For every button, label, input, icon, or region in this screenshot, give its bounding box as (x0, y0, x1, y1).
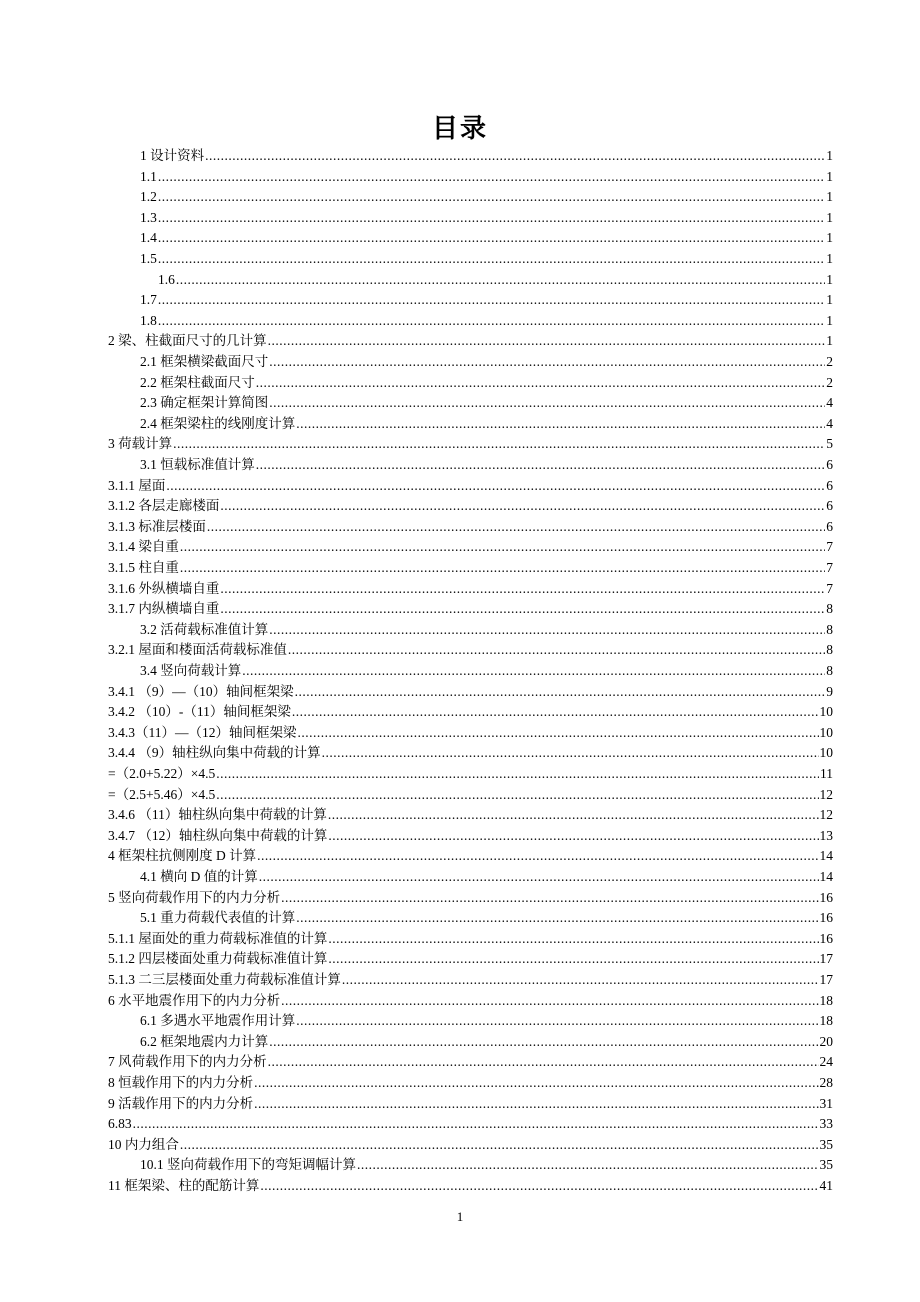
toc-entry[interactable] (108, 537, 833, 557)
toc-dot-leader (260, 1176, 818, 1196)
toc-entry-label: 6 水平地震作用下的内力分析 (108, 992, 281, 1008)
toc-entry-label: 6.2 框架地震内力计算 (140, 1033, 269, 1049)
toc-entry-label: 1.3 (140, 209, 157, 225)
toc-entry-label: 3 荷载计算 (108, 436, 173, 452)
toc-entry-label: 5.1 重力荷载代表值的计算 (140, 910, 296, 926)
toc-entry-label: 3.1.5 柱自重 (108, 560, 179, 575)
page-number: 1 (456, 1209, 464, 1224)
toc-dot-leader (281, 888, 818, 908)
toc-entry-page: 1 (826, 148, 833, 163)
toc-entry-page: 6 (826, 457, 833, 472)
toc-entry[interactable] (108, 1135, 833, 1155)
toc-dot-leader (256, 373, 826, 393)
toc-entry[interactable] (140, 373, 833, 393)
toc-entry-label: 2.1 框架横梁截面尺寸 (140, 354, 269, 369)
toc-dot-leader (256, 455, 826, 475)
toc-entry-page: 6 (826, 477, 833, 493)
toc-dot-leader (158, 228, 825, 248)
toc-entry-label: 3.1.2 各层走廊楼面 (108, 498, 220, 514)
toc-dot-leader (180, 558, 825, 578)
toc-entry-label: 2.3 确定框架计算简图 (140, 395, 269, 411)
toc-dot-leader (158, 290, 825, 310)
toc-entry[interactable] (108, 723, 833, 743)
toc-entry-page: 12 (819, 807, 833, 823)
toc-entry-label: 10.1 竖向荷载作用下的弯矩调幅计算 (140, 1157, 356, 1173)
toc-dot-leader (254, 1073, 818, 1093)
toc-dot-leader (180, 1135, 819, 1155)
toc-entry[interactable] (108, 702, 833, 722)
toc-entry[interactable] (140, 352, 833, 372)
toc-dot-leader (158, 167, 825, 187)
toc-entry[interactable] (108, 1176, 833, 1196)
toc-entry-label: 3.1 恒载标准值计算 (140, 457, 255, 472)
toc-entry-page: 8 (826, 601, 833, 617)
toc-entry-label: 4.1 横向 D 值的计算 (140, 869, 258, 884)
toc-entry-page: 1 (826, 168, 833, 184)
toc-entry-label: 3.1.1 屋面 (108, 477, 166, 493)
toc-entry-label: 6.83 (108, 1116, 132, 1132)
toc-entry-label: =（2.5+5.46）×4.5 (108, 786, 216, 802)
toc-entry-page: 13 (819, 827, 833, 843)
toc-entry[interactable] (140, 908, 833, 928)
toc-entry[interactable] (140, 249, 833, 269)
toc-dot-leader (242, 661, 825, 681)
toc-entry-label: 3.4.4 （9）轴柱纵向集中荷载的计算 (108, 745, 321, 761)
toc-entry[interactable] (140, 1032, 833, 1052)
toc-entry[interactable] (108, 1052, 833, 1072)
toc-dot-leader (259, 867, 819, 887)
toc-entry[interactable] (108, 764, 833, 784)
toc-entry[interactable] (140, 1011, 833, 1031)
toc-dot-leader (216, 785, 818, 805)
toc-entry-label: 1.1 (140, 168, 157, 184)
toc-entry-page: 14 (819, 869, 833, 884)
toc-dot-leader (257, 846, 818, 866)
toc-entry-label: 3.1.7 内纵横墙自重 (108, 601, 220, 617)
toc-dot-leader (269, 620, 825, 640)
toc-entry[interactable] (158, 270, 833, 290)
toc-entry-label: 3.4.3（11）—（12）轴间框架梁 (108, 724, 297, 740)
toc-dot-leader (158, 311, 825, 331)
toc-entry[interactable] (140, 290, 833, 310)
toc-entry-page: 17 (819, 972, 833, 987)
toc-entry-page: 8 (826, 621, 833, 637)
toc-dot-leader (220, 579, 825, 599)
toc-dot-leader (296, 908, 818, 928)
toc-dot-leader (254, 1094, 818, 1114)
toc-entry-page: 24 (819, 1054, 833, 1070)
toc-entry[interactable] (140, 867, 833, 887)
toc-dot-leader (288, 640, 825, 660)
toc-entry[interactable] (140, 167, 833, 187)
toc-dot-leader (295, 682, 826, 702)
toc-entry-page: 1 (826, 271, 833, 287)
toc-entry[interactable] (108, 846, 833, 866)
toc-entry-label: 10 内力组合 (108, 1136, 179, 1152)
toc-entry-page: 1 (826, 251, 833, 266)
toc-entry[interactable] (108, 743, 833, 763)
toc-dot-leader (328, 929, 818, 949)
toc-entry-label: =（2.0+5.22）×4.5 (108, 766, 216, 781)
toc-dot-leader (269, 352, 825, 372)
toc-dot-leader (180, 537, 825, 557)
toc-entry-page: 9 (826, 683, 833, 699)
toc-dot-leader (281, 991, 818, 1011)
toc-entry[interactable] (108, 434, 833, 454)
toc-entry[interactable] (108, 599, 833, 619)
toc-entry-page: 17 (819, 951, 833, 967)
toc-entry-page: 6 (826, 518, 833, 534)
toc-entry-label: 3.2 活荷载标准值计算 (140, 621, 269, 637)
toc-entry-page: 1 (826, 230, 833, 246)
toc-entry-page: 7 (826, 539, 833, 555)
toc-entry-page: 5 (826, 436, 833, 452)
toc-entry-label: 3.4.2 （10）-（11）轴间框架梁 (108, 704, 291, 720)
toc-entry-label: 5.1.3 二三层楼面处重力荷载标准值计算 (108, 972, 341, 987)
toc-entry[interactable] (108, 949, 833, 969)
toc-dot-leader (207, 517, 825, 537)
toc-dot-leader (328, 826, 818, 846)
toc-entry-page: 10 (819, 724, 833, 740)
toc-dot-leader (158, 208, 825, 228)
toc-entry-page: 1 (826, 333, 833, 349)
toc-entry-label: 5.1.1 屋面处的重力荷载标准值的计算 (108, 930, 328, 946)
toc-entry-page: 1 (826, 292, 833, 308)
toc-dot-leader (296, 1011, 818, 1031)
toc-entry[interactable] (108, 785, 833, 805)
toc-entry[interactable] (108, 1073, 833, 1093)
toc-entry[interactable] (108, 1114, 833, 1134)
toc-dot-leader (298, 723, 819, 743)
toc-entry-page: 1 (826, 189, 833, 205)
toc-entry[interactable] (140, 414, 833, 434)
toc-entry-page: 41 (819, 1178, 833, 1193)
toc-entry[interactable] (108, 496, 833, 516)
toc-entry-page: 4 (826, 395, 833, 411)
toc-entry-label: 9 活载作用下的内力分析 (108, 1095, 254, 1111)
toc-entry[interactable] (108, 970, 833, 990)
toc-entry[interactable] (108, 640, 833, 660)
toc-entry[interactable] (140, 146, 833, 166)
toc-entry-label: 3.4.7 （12）轴柱纵向集中荷载的计算 (108, 827, 328, 843)
toc-entry[interactable] (140, 455, 833, 475)
toc-entry-label: 3.4.1 （9）—（10）轴间框架梁 (108, 683, 294, 699)
toc-entry[interactable] (140, 1155, 833, 1175)
toc-entry-label: 4 框架柱抗侧刚度 D 计算 (108, 848, 257, 864)
toc-entry-page: 18 (819, 1013, 833, 1029)
toc-entry-page: 10 (819, 704, 833, 720)
toc-entry[interactable] (108, 558, 833, 578)
toc-dot-leader (328, 805, 819, 825)
toc-entry-label: 5.1.2 四层楼面处重力荷载标准值计算 (108, 951, 328, 967)
toc-entry-page: 31 (819, 1095, 833, 1111)
toc-entry-label: 3.2.1 屋面和楼面活荷载标准值 (108, 642, 287, 658)
toc-entry[interactable] (108, 929, 833, 949)
toc-dot-leader (268, 331, 826, 351)
toc-entry[interactable] (108, 331, 833, 351)
toc-entry-label: 7 风荷载作用下的内力分析 (108, 1054, 267, 1070)
toc-entry-label: 1.6 (158, 271, 175, 287)
toc-dot-leader (176, 270, 825, 290)
toc-dot-leader (357, 1155, 819, 1175)
toc-entry-label: 1 设计资料 (140, 148, 205, 163)
toc-dot-leader (292, 702, 819, 722)
toc-entry[interactable] (140, 208, 833, 228)
toc-entry-page: 6 (826, 498, 833, 514)
toc-entry-label: 1.4 (140, 230, 157, 246)
toc-entry[interactable] (140, 187, 833, 207)
toc-entry[interactable] (108, 682, 833, 702)
toc-entry[interactable] (108, 517, 833, 537)
toc-entry[interactable] (108, 888, 833, 908)
toc-entry-label: 1.5 (140, 251, 157, 266)
toc-entry[interactable] (108, 991, 833, 1011)
toc-dot-leader (296, 414, 825, 434)
toc-entry-page: 12 (819, 786, 833, 802)
toc-entry-label: 8 恒载作用下的内力分析 (108, 1075, 254, 1090)
toc-entry-label: 2.4 框架梁柱的线刚度计算 (140, 415, 296, 431)
toc-dot-leader (328, 949, 818, 969)
toc-entry[interactable] (108, 579, 833, 599)
toc-entry-page: 8 (826, 663, 833, 678)
toc-entry[interactable] (140, 661, 833, 681)
toc-entry-page: 10 (819, 745, 833, 761)
toc-entry-label: 3.4 竖向荷载计算 (140, 663, 242, 678)
toc-entry-page: 2 (826, 354, 833, 369)
toc-dot-leader (342, 970, 819, 990)
toc-entry[interactable] (140, 311, 833, 331)
toc-dot-leader (158, 249, 825, 269)
toc-entry-label: 1.2 (140, 189, 157, 205)
toc-dot-leader (133, 1114, 819, 1134)
toc-dot-leader (216, 764, 819, 784)
toc-entry-label: 5 竖向荷载作用下的内力分析 (108, 889, 281, 905)
toc-dot-leader (173, 434, 825, 454)
toc-entry-page: 35 (819, 1157, 833, 1173)
toc-entry-page: 33 (819, 1116, 833, 1132)
toc-entry-page: 18 (819, 992, 833, 1008)
toc-entry-label: 3.1.3 标准层楼面 (108, 518, 206, 534)
toc-entry-label: 2.2 框架柱截面尺寸 (140, 374, 255, 390)
toc-entry[interactable] (108, 805, 833, 825)
toc-entry-page: 35 (819, 1136, 833, 1152)
toc-entry-page: 4 (826, 415, 833, 431)
toc-entry-label: 1.8 (140, 312, 157, 328)
toc-dot-leader (166, 476, 825, 496)
toc-entry[interactable] (108, 476, 833, 496)
toc-entry-label: 3.1.4 梁自重 (108, 539, 179, 555)
toc-entry-label: 3.4.6 （11）轴柱纵向集中荷载的计算 (108, 807, 327, 823)
toc-dot-leader (269, 1032, 818, 1052)
toc-entry-page: 7 (826, 560, 833, 575)
toc-dot-leader (322, 743, 819, 763)
toc-entry[interactable] (140, 393, 833, 413)
toc-dot-leader (158, 187, 825, 207)
page-title: 目录 (431, 114, 488, 144)
toc-entry-page: 28 (819, 1075, 833, 1090)
toc-entry-label: 6.1 多遇水平地震作用计算 (140, 1013, 296, 1029)
toc-dot-leader (268, 1052, 819, 1072)
toc-entry[interactable] (108, 826, 833, 846)
toc-dot-leader (220, 599, 825, 619)
toc-entry[interactable] (108, 1094, 833, 1114)
toc-dot-leader (220, 496, 825, 516)
toc-dot-leader (205, 146, 825, 166)
toc-entry-page: 16 (819, 910, 833, 926)
toc-entry-page: 8 (826, 642, 833, 658)
toc-entry-page: 20 (819, 1033, 833, 1049)
toc-entry-page: 14 (819, 848, 833, 864)
toc-entry-page: 1 (826, 312, 833, 328)
toc-entry-page: 7 (826, 580, 833, 596)
toc-dot-leader (269, 393, 825, 413)
toc-entry[interactable] (140, 228, 833, 248)
toc-entry-page: 11 (820, 766, 833, 781)
toc-entry-label: 2 梁、柱截面尺寸的几计算 (108, 333, 267, 349)
toc-entry[interactable] (140, 620, 833, 640)
toc-entry-label: 1.7 (140, 292, 157, 308)
toc-entry-label: 3.1.6 外纵横墙自重 (108, 580, 220, 596)
toc-entry-page: 16 (819, 889, 833, 905)
toc-entry-label: 11 框架梁、柱的配筋计算 (108, 1178, 260, 1193)
toc-entry-page: 16 (819, 930, 833, 946)
toc-entry-page: 2 (826, 374, 833, 390)
toc-entry-page: 1 (826, 209, 833, 225)
